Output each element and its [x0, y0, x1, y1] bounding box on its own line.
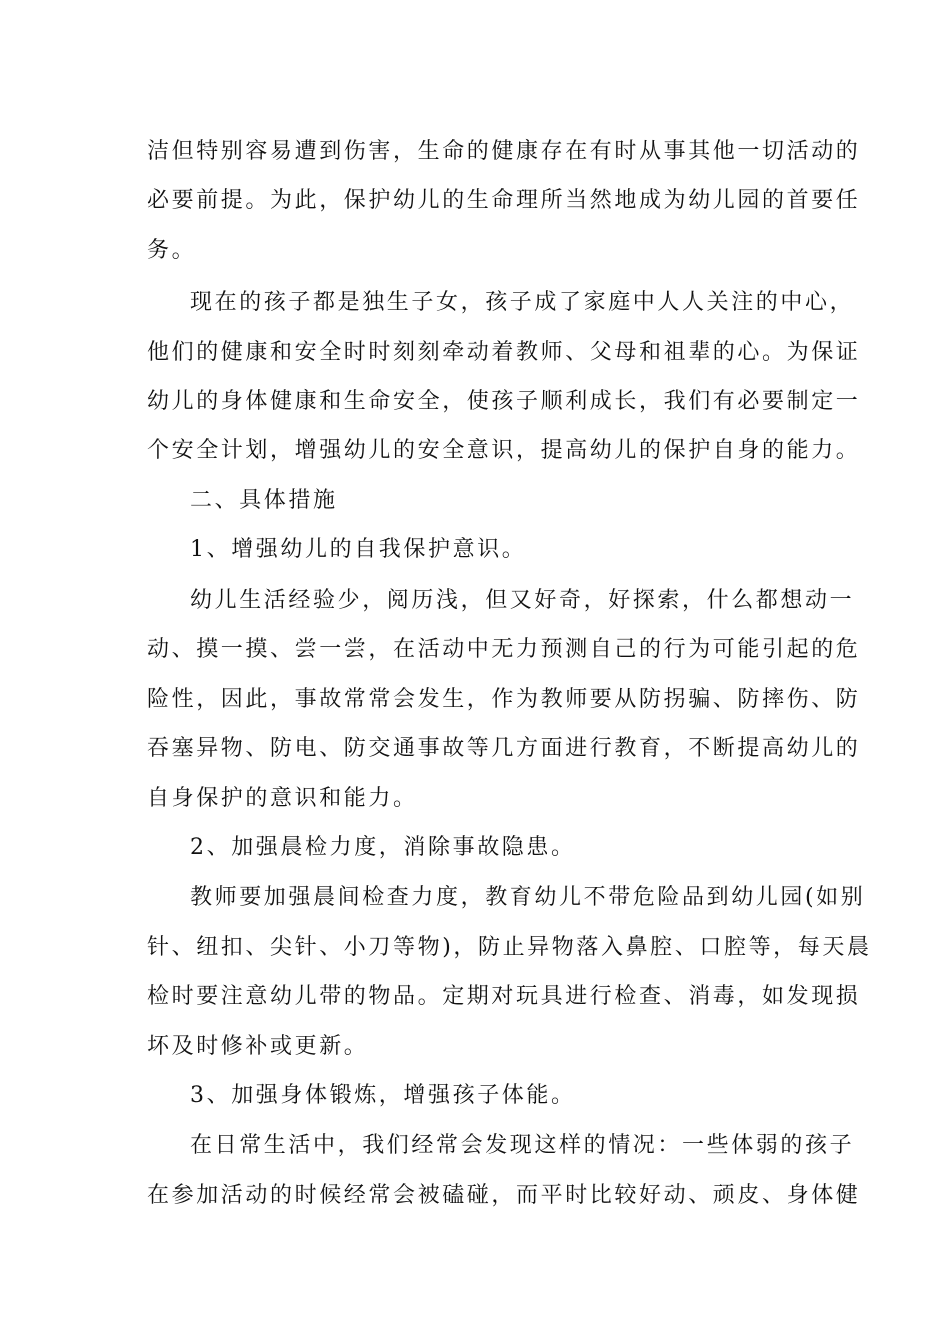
- text-line: 针、纽扣、尖针、小刀等物)，防止异物落入鼻腔、口腔等，每天晨: [147, 935, 872, 960]
- text-line: 务。: [147, 238, 197, 263]
- text-line: 在日常生活中，我们经常会发现这样的情况：一些体弱的孩子: [190, 1133, 855, 1158]
- text-line: 教师要加强晨间检查力度，教育幼儿不带危险品到幼儿园(如别: [190, 885, 866, 910]
- subsection-heading: 1、增强幼儿的自我保护意识。: [190, 537, 527, 562]
- text-line: 必要前提。为此，保护幼儿的生命理所当然地成为幼儿园的首要任: [147, 188, 861, 213]
- text-line: 洁但特别容易遭到伤害，生命的健康存在有时从事其他一切活动的: [147, 139, 861, 164]
- text-line: 吞塞异物、防电、防交通事故等几方面进行教育，不断提高幼儿的: [147, 736, 861, 761]
- text-line: 险性，因此，事故常常会发生，作为教师要从防拐骗、防摔伤、防: [147, 687, 861, 712]
- text-line: 他们的健康和安全时时刻刻牵动着教师、父母和祖辈的心。为保证: [147, 340, 861, 365]
- subsection-heading: 2、加强晨检力度，消除事故隐患。: [190, 835, 576, 860]
- text-line: 在参加活动的时候经常会被磕碰，而平时比较好动、顽皮、身体健: [147, 1183, 861, 1208]
- section-heading: 二、具体措施: [190, 488, 338, 513]
- text-line: 检时要注意幼儿带的物品。定期对玩具进行检查、消毒，如发现损: [147, 984, 861, 1009]
- subsection-heading: 3、加强身体锻炼，增强孩子体能。: [190, 1083, 576, 1108]
- text-line: 现在的孩子都是独生子女，孩子成了家庭中人人关注的中心，: [190, 290, 855, 315]
- text-line: 个安全计划，增强幼儿的安全意识，提高幼儿的保护自身的能力。: [147, 438, 861, 463]
- text-line: 动、摸一摸、尝一尝，在活动中无力预测自己的行为可能引起的危: [147, 637, 861, 662]
- text-line: 自身保护的意识和能力。: [147, 786, 418, 811]
- text-line: 幼儿生活经验少，阅历浅，但又好奇，好探索，什么都想动一: [190, 588, 855, 613]
- text-line: 幼儿的身体健康和生命安全，使孩子顺利成长，我们有必要制定一: [147, 389, 861, 414]
- text-line: 坏及时修补或更新。: [147, 1034, 369, 1059]
